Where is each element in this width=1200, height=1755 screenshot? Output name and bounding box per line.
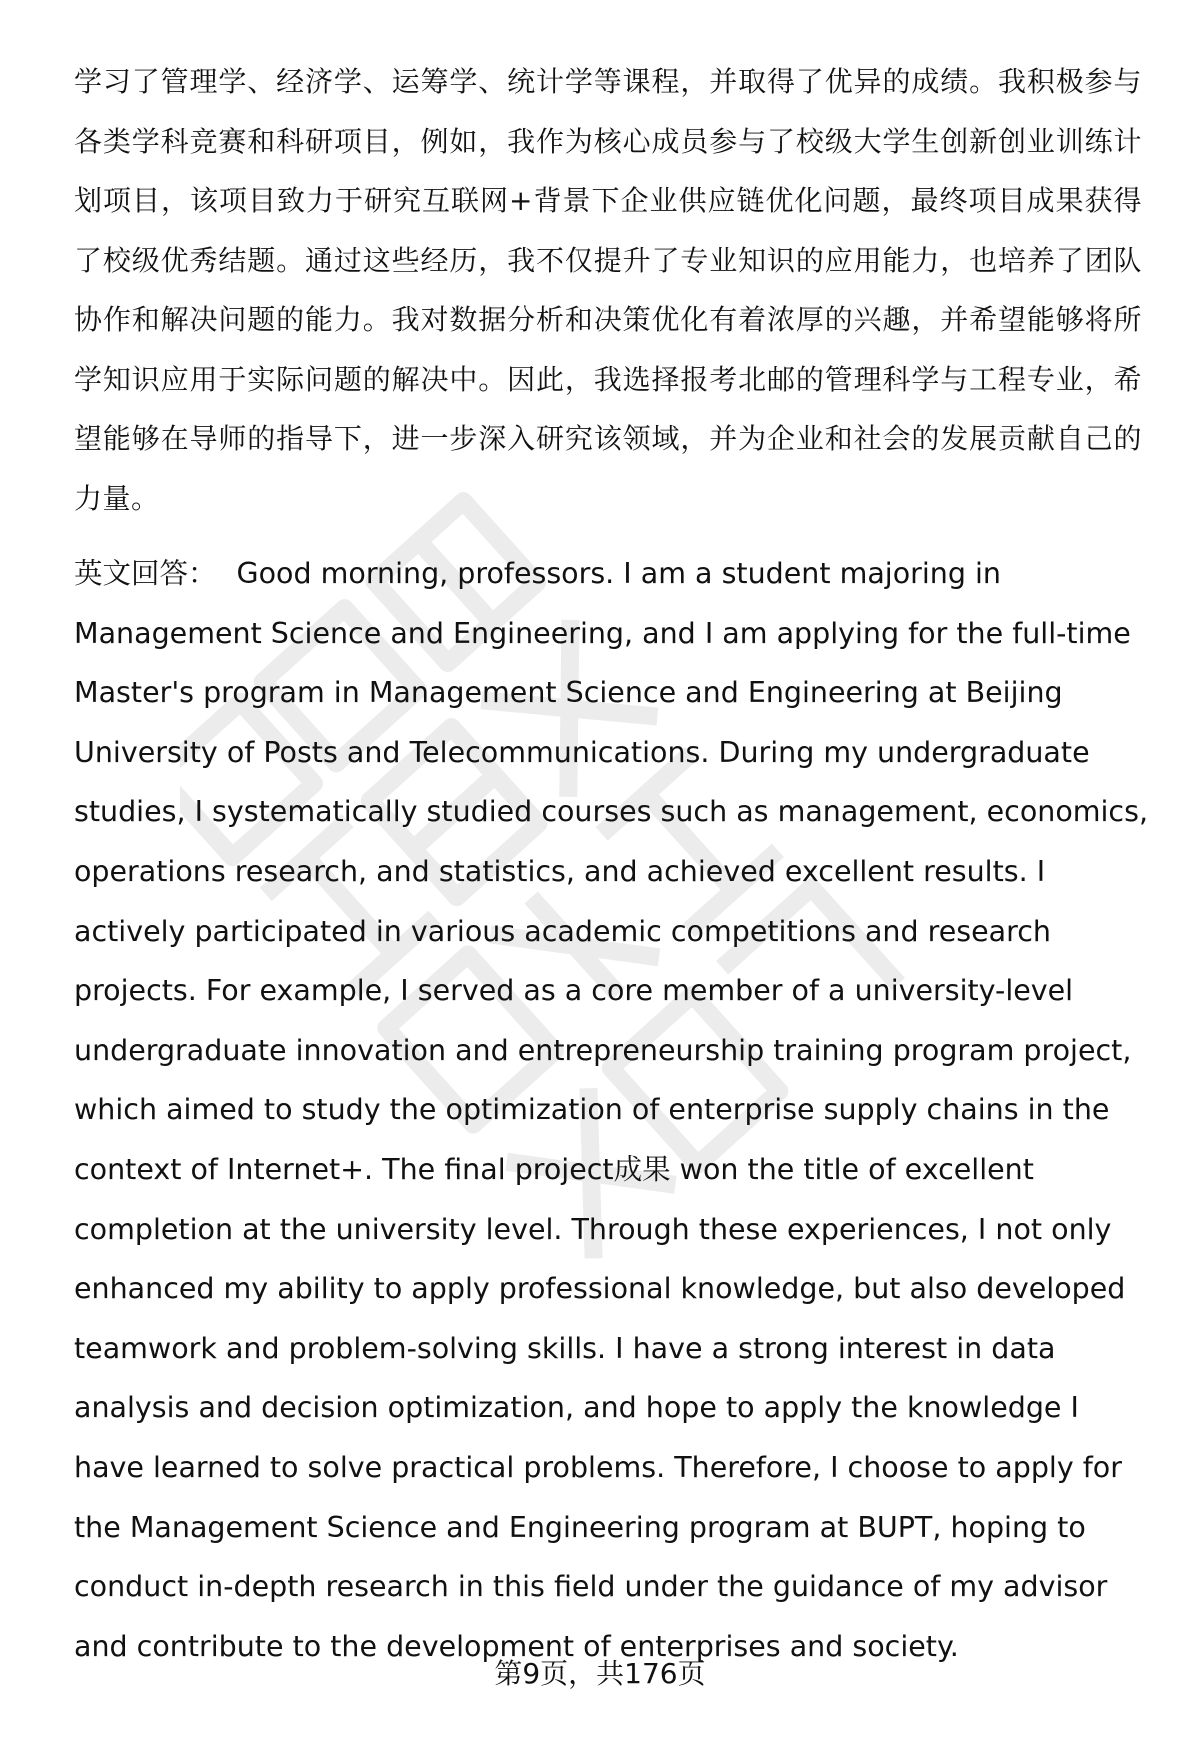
chinese-answer-paragraph: 学习了管理学、经济学、运筹学、统计学等课程，并取得了优异的成绩。我积极参与各类学科竞赛和科研项目，例如，我作为核心成员参与了校级大学生创新创业训练计划项目，该项目致力于研究互联网+背景下企业供应链优化问题，最终项目成果获得了校级优秀结题。通过这些经历，我不仅提升了专业知识的应用能力，也培养了团队协作和解决问题的能力。我对数据分析和决策优化有着浓厚的兴趣，并希望能够将所学知识应用于实际问题的解决中。因此，我选择报考北邮的管理科学与工程专业，希望能够在导师的指导下，进一步深入研究该领域，并为企业和社会的发展贡献自己的力量。 — [74, 65, 1142, 515]
page-footer: 第9页，共176页 — [494, 1657, 706, 1690]
english-answer-label: 英文回答： — [74, 557, 217, 590]
english-answer-paragraph — [74, 544, 1154, 1676]
document-body — [74, 52, 1149, 1676]
english-answer-text: Good morning, professors. I am a student majoring in Management Science and Engineering, and I am applying for the full-time Master's program in Management Science and Engineering at Beijing University of Posts and Telecommunications. During my undergraduate studies, I systematically studied courses such as management, economics, operations research, and statistics, and achieved excellent results. I actively participated in various academic competitions and research projects. For example, I served as a core member of a university-level undergraduate innovation and entrepreneurship training program project, which aimed to study the optimization of enterprise supply chains in the context of Internet+. The final project成果 won the title of excellent completion at the university level. Through these experiences, I not only enhanced my ability to apply professional knowledge, but also developed teamwork and problem-solving skills. I have a strong interest in data analysis and decision optimization, and hope to apply the knowledge I have learned to solve practical problems. Therefore, I choose to apply for the Management Science and Engineering program at BUPT, hoping to conduct in-depth research in this field under the guidance of my advisor and contribute to the development of enterprises and society. — [74, 557, 1149, 1663]
